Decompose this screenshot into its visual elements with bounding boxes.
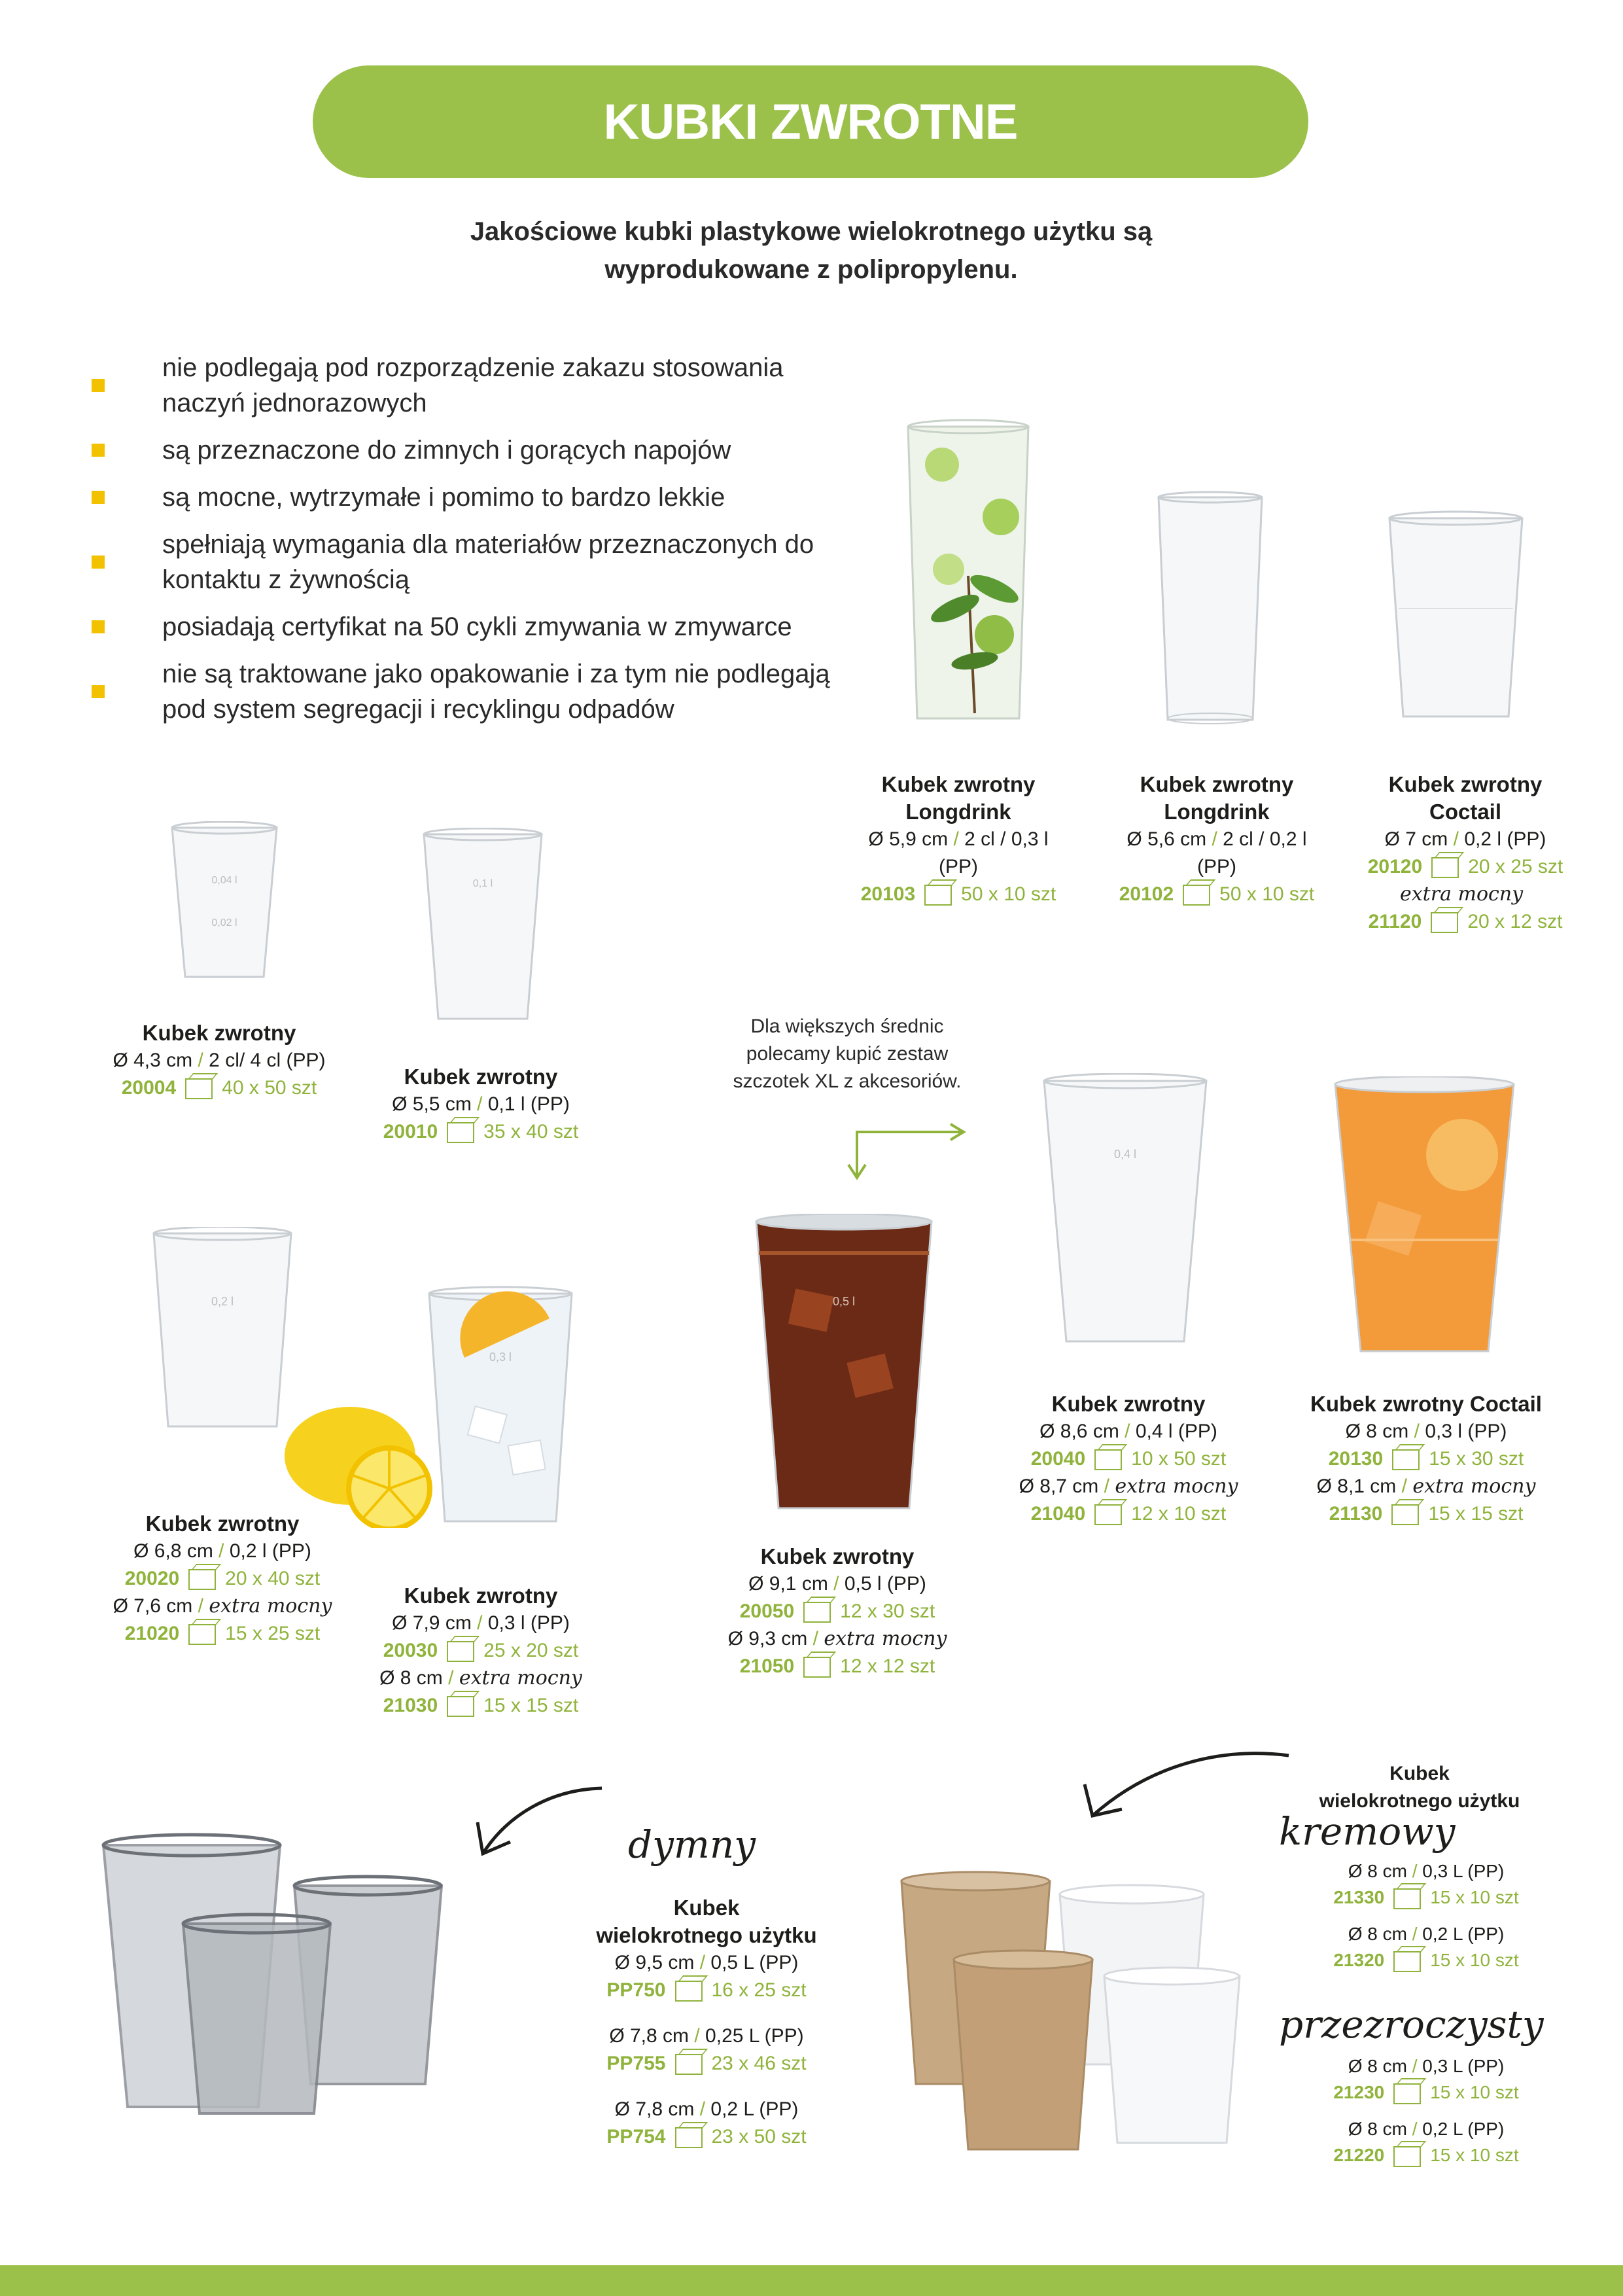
product-capacity: 2 cl / 0,3 l (PP) [939, 828, 1049, 877]
product-pack-extra: 15 x 15 szt [483, 1695, 579, 1716]
product-code-row-extra [1354, 908, 1577, 936]
product-spec: Ø 8 cm / 0,3 L (PP) [1348, 1861, 1505, 1881]
product-pack: 35 x 40 szt [483, 1121, 579, 1142]
product-name: Kubek [1389, 1763, 1450, 1784]
package-box-icon [803, 1657, 831, 1678]
product-spec-extra: Ø 7,6 cm / extra mocny [113, 1595, 332, 1617]
product-spec: Ø 7 cm / 0,2 l (PP) [1384, 828, 1546, 850]
cup-mark-02: 0,2 l [211, 1295, 234, 1308]
product-20102 [1106, 771, 1328, 908]
product-code-extra: 21050 [739, 1655, 795, 1677]
product-diameter-extra: Ø 8,1 cm [1316, 1475, 1397, 1497]
list-item [92, 350, 883, 421]
product-diameter: Ø 7,8 cm [609, 2025, 689, 2047]
product-code: 21330 [1333, 1887, 1385, 1907]
product-name: Kubek zwrotny [1388, 772, 1543, 796]
list-item [92, 609, 883, 645]
product-spec: Ø 6,8 cm / 0,2 l (PP) [133, 1540, 311, 1562]
package-box-icon [803, 1602, 831, 1623]
product-pack-extra: 12 x 12 szt [840, 1655, 935, 1677]
cup-mark-05: 0,5 l [832, 1295, 856, 1308]
product-capacity: 0,2 l (PP) [1464, 828, 1546, 850]
package-box-icon [1094, 1449, 1122, 1470]
product-20103 [850, 771, 1066, 908]
note-line-2: polecamy kupić zestaw [746, 1043, 949, 1065]
product-capacity: 0,25 L (PP) [705, 2025, 804, 2047]
product-20050 [713, 1543, 962, 1680]
product-spec: Ø 9,1 cm / 0,5 l (PP) [748, 1573, 926, 1595]
product-name: Kubek zwrotny [760, 1544, 915, 1568]
shot-cup-image [169, 821, 280, 981]
product-code-row-extra [85, 1620, 360, 1648]
direction-arrow-icon [841, 1112, 971, 1184]
product-code: 20120 [1367, 856, 1423, 877]
list-item-text: są przeznaczone do zimnych i gorących napojów [162, 436, 731, 465]
product-spec: Ø 4,3 cm / 2 cl/ 4 cl (PP) [113, 1050, 326, 1071]
product-type: Coctail [1429, 800, 1502, 824]
product-pack: 50 x 10 szt [961, 883, 1056, 905]
package-box-icon [1393, 2146, 1421, 2167]
brush-note [710, 1013, 985, 1095]
product-diameter: Ø 4,3 cm [113, 1050, 193, 1071]
package-box-icon [924, 885, 952, 906]
curved-arrow-right-icon [1079, 1744, 1295, 1826]
product-pack: 23 x 46 szt [711, 2053, 807, 2074]
product-code: PP755 [606, 2053, 666, 2074]
curved-arrow-left-icon [471, 1776, 612, 1862]
list-item-text: posiadają certyfikat na 50 cykli zmywania w zmywarce [162, 612, 792, 641]
product-diameter: Ø 5,6 cm [1126, 828, 1207, 850]
product-diameter: Ø 7,9 cm [392, 1612, 472, 1634]
cup-mark-01: 0,1 l [472, 878, 493, 889]
cup-mark-004: 0,04 l [211, 875, 237, 886]
product-diameter-extra: Ø 7,6 cm [113, 1595, 193, 1617]
package-box-icon [675, 2127, 703, 2148]
product-code: 20020 [124, 1568, 180, 1589]
product-name: Kubek zwrotny [142, 1021, 296, 1045]
product-name: Kubek zwrotny [145, 1511, 300, 1536]
product-code: 20030 [383, 1640, 438, 1661]
product-code-row [1106, 881, 1328, 908]
product-pack-extra: 12 x 10 szt [1131, 1503, 1227, 1525]
product-capacity: 0,3 l (PP) [1425, 1421, 1507, 1442]
product-code: 21320 [1333, 1950, 1385, 1970]
product-code-row [357, 1637, 605, 1665]
product-spec-extra: Ø 8,1 cm / extra mocny [1316, 1475, 1536, 1498]
package-box-icon [1183, 885, 1210, 906]
cup-with-lemon-image [147, 1227, 448, 1528]
intro-text [366, 213, 1256, 289]
list-item-text: są mocne, wytrzymałe i pomimo to bardzo lekkie [162, 483, 725, 512]
package-box-icon [675, 2054, 703, 2075]
package-box-icon [1393, 1951, 1421, 1972]
product-pack: 23 x 50 szt [711, 2126, 807, 2147]
product-pack: 40 x 50 szt [222, 1077, 317, 1099]
product-pack: 10 x 50 szt [1131, 1448, 1227, 1470]
product-name: Kubek zwrotny [1140, 772, 1294, 796]
product-code: 21230 [1333, 2082, 1385, 2102]
product-capacity: 0,5 l (PP) [844, 1573, 926, 1595]
product-spec: Ø 8 cm / 0,2 L (PP) [1348, 1924, 1505, 1944]
product-code-row [1315, 1884, 1537, 1911]
product-capacity: 0,2 L (PP) [710, 2098, 799, 2120]
product-20120 [1354, 771, 1577, 936]
bullet-square-icon [92, 379, 105, 392]
package-box-icon [447, 1122, 474, 1143]
bullet-square-icon [92, 685, 105, 698]
product-spec: Ø 8,6 cm / 0,4 l (PP) [1039, 1421, 1217, 1442]
product-pack: 15 x 10 szt [1430, 1887, 1519, 1907]
list-item-text: spełniają wymagania dla materiałów przeznaczonych do kontaktu z żywnością [162, 530, 814, 594]
product-diameter-extra: Ø 9,3 cm [727, 1628, 808, 1650]
product-name: Kubek zwrotny Coctail [1310, 1392, 1542, 1416]
product-diameter: Ø 8 cm [1345, 1421, 1409, 1442]
product-diameter: Ø 6,8 cm [133, 1540, 213, 1562]
product-capacity: 0,2 L (PP) [1422, 1924, 1505, 1944]
footer-bar [0, 2265, 1623, 2296]
product-20040 [994, 1390, 1263, 1528]
large-cup-image [1040, 1073, 1210, 1348]
list-item [92, 480, 883, 515]
product-20130 [1299, 1390, 1554, 1528]
product-code-extra: 21120 [1368, 911, 1422, 932]
product-code: PP754 [606, 2126, 666, 2147]
product-code: 20010 [383, 1121, 438, 1142]
product-20020 [85, 1510, 360, 1648]
product-spec: Ø 7,8 cm / 0,25 L (PP) [609, 2025, 804, 2047]
extra-strong-label: extra mocny [459, 1667, 582, 1689]
product-diameter: Ø 7,8 cm [614, 2098, 695, 2120]
product-code: 21220 [1333, 2145, 1385, 2165]
product-code-row [569, 2123, 844, 2151]
product-dymny [569, 1894, 844, 2151]
product-code-row [1354, 853, 1577, 881]
product-pack: 20 x 25 szt [1468, 856, 1563, 877]
cup-mark-002: 0,02 l [211, 917, 237, 928]
package-box-icon [1431, 857, 1459, 878]
package-box-icon [185, 1078, 213, 1099]
package-box-icon [1391, 1504, 1419, 1525]
package-box-icon [188, 1624, 216, 1645]
product-name: Kubek [673, 1896, 740, 1920]
product-code-extra: 21130 [1329, 1503, 1383, 1525]
package-box-icon [1393, 2083, 1421, 2104]
product-20004 [85, 1019, 353, 1102]
product-diameter: Ø 8 cm [1348, 1924, 1407, 1944]
product-diameter: Ø 8 cm [1348, 2119, 1407, 2139]
product-code: PP750 [606, 1979, 666, 2001]
note-line-1: Dla większych średnic [750, 1016, 944, 1037]
package-box-icon [188, 1569, 216, 1590]
cup-mark-04: 0,4 l [1113, 1148, 1137, 1161]
package-box-icon [1393, 1888, 1421, 1909]
product-diameter: Ø 7 cm [1384, 828, 1448, 850]
list-item [92, 433, 883, 468]
package-box-icon [447, 1641, 474, 1662]
product-spec: Ø 5,5 cm / 0,1 l (PP) [392, 1093, 570, 1115]
product-diameter: Ø 8,6 cm [1039, 1421, 1119, 1442]
product-type: wielokrotnego użytku [596, 1923, 817, 1947]
product-capacity: 0,3 l (PP) [487, 1612, 570, 1634]
product-capacity: 0,1 l (PP) [487, 1093, 570, 1115]
product-name: Kubek zwrotny [1051, 1392, 1206, 1416]
product-spec: Ø 8 cm / 0,2 L (PP) [1348, 2119, 1505, 2139]
product-code-row [85, 1565, 360, 1593]
product-type: Longdrink [1164, 800, 1270, 824]
bullet-square-icon [92, 444, 105, 457]
product-capacity: 0,5 L (PP) [710, 1952, 799, 1973]
extra-strong-label: extra mocny [1115, 1475, 1238, 1498]
product-code-row-extra [713, 1653, 962, 1680]
product-pack: 16 x 25 szt [711, 1979, 807, 2001]
package-box-icon [1094, 1504, 1122, 1525]
product-code-extra: 21030 [383, 1695, 438, 1716]
list-item-text: nie są traktowane jako opakowanie i za tym nie podlegają pod system segregacji i recyklingu odpadów [162, 660, 830, 724]
product-spec: Ø 9,5 cm / 0,5 L (PP) [614, 1952, 799, 1973]
product-code: 20103 [860, 883, 916, 905]
product-diameter: Ø 9,1 cm [748, 1573, 828, 1595]
product-capacity: 2 cl / 0,2 l (PP) [1197, 828, 1307, 877]
small-cup-image [421, 828, 545, 1024]
product-diameter-extra: Ø 8 cm [379, 1667, 443, 1689]
product-diameter-extra: Ø 8,7 cm [1019, 1475, 1099, 1497]
page-title: KUBKI ZWROTNE [603, 94, 1018, 150]
product-code-row [85, 1074, 353, 1102]
product-pack: 15 x 10 szt [1430, 2145, 1519, 2165]
cream-clear-cups-image [896, 1868, 1243, 2163]
list-item [92, 527, 883, 597]
product-code: 20130 [1328, 1448, 1384, 1470]
product-capacity: 0,2 L (PP) [1422, 2119, 1505, 2139]
intro-line-2: wyprodukowane z polipropylenu. [604, 255, 1018, 284]
note-line-3: szczotek XL z akcesoriów. [733, 1070, 962, 1092]
orange-cocktail-cup-image [1331, 1076, 1518, 1358]
cup-with-ice-image [425, 1286, 576, 1528]
product-code-row [994, 1445, 1263, 1473]
kremowy-script-label: kremowy [1279, 1809, 1456, 1854]
bullet-square-icon [92, 491, 105, 504]
title-banner [313, 65, 1308, 178]
feature-list [92, 350, 883, 739]
package-box-icon [447, 1696, 474, 1717]
extra-strong-label: extra mocny [209, 1595, 332, 1617]
product-spec: Ø 8 cm / 0,3 l (PP) [1345, 1421, 1507, 1442]
product-code-row [1315, 1947, 1537, 1973]
product-code-extra: 21020 [124, 1623, 180, 1644]
product-code-row [1299, 1445, 1554, 1473]
product-type: Longdrink [905, 800, 1011, 824]
product-pack: 25 x 20 szt [483, 1640, 579, 1661]
longdrink-mint-cup-image [903, 419, 1034, 726]
product-name: Kubek zwrotny [881, 772, 1036, 796]
bullet-square-icon [92, 556, 105, 569]
product-pack: 50 x 10 szt [1219, 883, 1315, 905]
product-pack-extra: 15 x 15 szt [1428, 1503, 1524, 1525]
bullet-square-icon [92, 620, 105, 633]
product-code-row [1315, 2079, 1537, 2106]
product-code-row [569, 1977, 844, 2004]
package-box-icon [1431, 912, 1458, 933]
product-diameter: Ø 8 cm [1348, 2056, 1407, 2076]
product-spec: Ø 8 cm / 0,3 L (PP) [1348, 2056, 1505, 2076]
product-code: 20040 [1030, 1448, 1086, 1470]
product-code: 20004 [121, 1077, 177, 1099]
product-capacity: 0,3 L (PP) [1422, 2056, 1505, 2076]
product-pack: 20 x 40 szt [225, 1568, 321, 1589]
product-code-extra: 21040 [1030, 1503, 1086, 1525]
product-capacity: 0,4 l (PP) [1135, 1421, 1217, 1442]
extra-strong-label: extra mocny [824, 1627, 947, 1650]
product-spec: Ø 5,9 cm / 2 cl / 0,3 l (PP) [868, 828, 1049, 877]
product-20010 [353, 1063, 608, 1146]
product-code-row [850, 881, 1066, 908]
product-capacity: 0,2 l (PP) [229, 1540, 311, 1562]
product-code-row [569, 2050, 844, 2077]
product-name: Kubek zwrotny [404, 1583, 558, 1608]
product-20030 [357, 1582, 605, 1720]
product-code-row [713, 1598, 962, 1625]
product-diameter: Ø 5,5 cm [392, 1093, 472, 1115]
product-code: 20102 [1119, 883, 1174, 905]
product-diameter: Ø 8 cm [1348, 1861, 1407, 1881]
coctail-cup-image [1386, 510, 1526, 723]
product-pack: 15 x 30 szt [1429, 1448, 1524, 1470]
przezroczysty-script-label: przezroczysty [1279, 2002, 1544, 2047]
product-pack-extra: 20 x 12 szt [1467, 911, 1563, 932]
product-spec-extra: Ø 8,7 cm / extra mocny [1019, 1475, 1238, 1498]
intro-line-1: Jakościowe kubki plastykowe wielokrotnego użytku są [470, 217, 1153, 246]
product-pack: 15 x 10 szt [1430, 1950, 1519, 1970]
product-spec-extra: Ø 9,3 cm / extra mocny [727, 1627, 947, 1650]
product-spec-extra: Ø 8 cm / extra mocny [379, 1667, 582, 1689]
smoke-cups-image [98, 1826, 451, 2120]
cola-cup-image [752, 1214, 935, 1515]
extra-strong-label: extra mocny [1400, 883, 1524, 906]
product-diameter: Ø 5,9 cm [868, 828, 949, 850]
cup-mark-03: 0,3 l [489, 1351, 512, 1364]
package-box-icon [675, 1981, 703, 2002]
product-spec: Ø 7,8 cm / 0,2 L (PP) [614, 2098, 799, 2120]
product-spec: Ø 7,9 cm / 0,3 l (PP) [392, 1612, 570, 1634]
product-kremowy [1315, 1858, 1537, 1973]
product-code-row-extra [357, 1692, 605, 1720]
reusable-title [1295, 1760, 1544, 1815]
product-pack: 12 x 30 szt [840, 1600, 935, 1622]
product-code-row-extra [1299, 1500, 1554, 1528]
product-capacity: 2 cl/ 4 cl (PP) [209, 1050, 326, 1071]
product-pack-extra: 15 x 25 szt [225, 1623, 321, 1644]
product-spec: Ø 5,6 cm / 2 cl / 0,2 l (PP) [1126, 828, 1307, 877]
dymny-script-label: dymny [628, 1822, 756, 1867]
product-przezroczysty [1315, 2053, 1537, 2168]
longdrink-cup-image [1155, 491, 1266, 726]
extra-strong-label: extra mocny [1412, 1475, 1536, 1498]
product-capacity: 0,3 L (PP) [1422, 1861, 1505, 1881]
list-item [92, 656, 883, 727]
list-item-text: nie podlegają pod rozporządzenie zakazu stosowania naczyń jednorazowych [162, 353, 784, 417]
product-code-row-extra [994, 1500, 1263, 1528]
product-diameter: Ø 9,5 cm [614, 1952, 695, 1973]
product-code-row [353, 1118, 608, 1146]
product-pack: 15 x 10 szt [1430, 2082, 1519, 2102]
package-box-icon [1392, 1449, 1420, 1470]
product-type: wielokrotnego użytku [1319, 1790, 1520, 1812]
product-name: Kubek zwrotny [404, 1065, 558, 1089]
product-code-row [1315, 2142, 1537, 2168]
product-code: 20050 [739, 1600, 795, 1622]
